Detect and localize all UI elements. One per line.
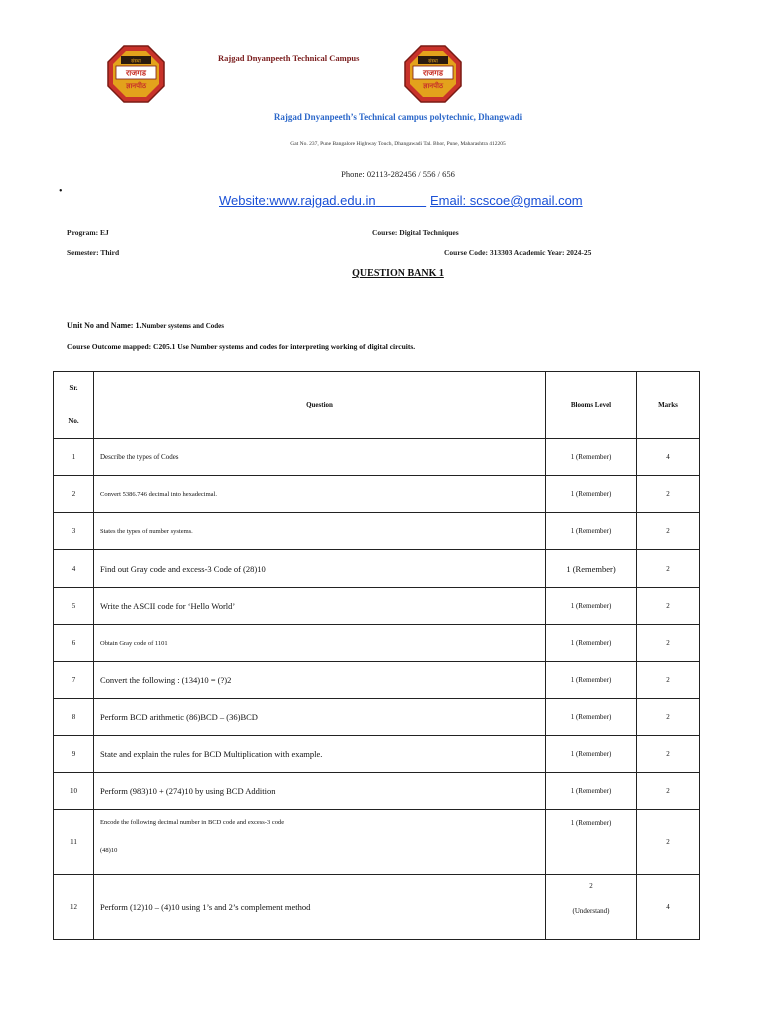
question-cell: Encode the following decimal number in BCD code and excess-3 code (48)10 [94,810,546,875]
blooms-cell: 1 (Remember) [546,773,637,810]
question-cell: Write the ASCII code for ‘Hello World’ [94,588,546,625]
sr-no-header: Sr. No. [54,372,94,439]
marks-cell: 2 [637,625,700,662]
semester: Semester: Third [67,248,120,257]
marks-cell: 2 [637,550,700,588]
blooms-cell: 1 (Remember) [546,550,637,588]
table-row [54,810,700,875]
marks-cell: 2 [637,810,700,875]
marks-cell: 4 [637,439,700,476]
sr-cell: 4 [54,550,94,588]
question-cell: Obtain Gray code of 1101 [94,625,546,662]
marks-cell: 2 [637,588,700,625]
blooms-header: Blooms Level [546,372,637,439]
unit-heading [67,321,224,330]
course: Course: Digital Techniques [372,228,459,237]
table-row [54,439,700,476]
marks-cell: 4 [637,875,700,940]
page-title: QUESTION BANK 1 [352,268,444,279]
marks-cell: 2 [637,513,700,550]
sr-cell: 6 [54,625,94,662]
table-header-row [54,372,700,439]
question-cell: Convert 5386.746 decimal into hexadecimal. [94,476,546,513]
sr-cell: 12 [54,875,94,940]
question-cell: Perform (983)10 + (274)10 by using BCD Addition [94,773,546,810]
course-outcome: Course Outcome mapped: C205.1 Use Number systems and codes for interpreting working of digital circuits. [67,342,416,351]
blooms-cell: 1 (Remember) [546,699,637,736]
table-row [54,875,700,940]
blooms-cell: 1 (Remember) [546,513,637,550]
unit-label: Unit No and Name: 1. [67,321,142,330]
logo-top-text: संस्था [131,58,141,65]
blooms-cell: 1 (Remember) [546,810,637,875]
blooms-cell: 1 (Remember) [546,588,637,625]
marks-cell: 2 [637,699,700,736]
sr-cell: 3 [54,513,94,550]
marks-cell: 2 [637,662,700,699]
address: Gat No. 237, Pune Bangalore Highway Touch, Dhangawadi Tal. Bhor, Pune, Maharashtra 412205 [290,141,506,147]
website-link[interactable]: Website:www.rajgad.edu.in [219,193,376,208]
table-row [54,588,700,625]
sr-cell: 7 [54,662,94,699]
table-row [54,699,700,736]
program: Program: EJ [67,228,109,237]
table-row [54,550,700,588]
blooms-cell: 1 (Remember) [546,476,637,513]
question-cell: Perform BCD arithmetic (86)BCD – (36)BCD [94,699,546,736]
bullet: • [59,186,63,197]
logo-mid-text: राजगड [125,68,147,78]
table-row [54,476,700,513]
left-logo [107,45,165,103]
question-table [53,371,700,940]
blooms-cell: 1 (Remember) [546,625,637,662]
question-header: Question [94,372,546,439]
question-cell: Describe the types of Codes [94,439,546,476]
marks-cell: 2 [637,476,700,513]
logo-top-text: संस्था [428,58,438,65]
question-cell: Find out Gray code and excess-3 Code of (28)10 [94,550,546,588]
table-row [54,625,700,662]
logo-mid-text: राजगड [422,68,444,78]
course-code: Course Code: 313303 Academic Year: 2024-25 [444,248,592,257]
sr-cell: 9 [54,736,94,773]
polytechnic-name: Rajgad Dnyanpeeth’s Technical campus polytechnic, Dhangwadi [273,112,523,122]
phone: Phone: 02113-282456 / 556 / 656 [341,169,455,179]
marks-cell: 2 [637,736,700,773]
campus-name: Rajgad Dnyanpeeth Technical Campus [218,53,360,63]
sr-cell: 11 [54,810,94,875]
blooms-cell: 2 (Understand) [546,875,637,940]
table-row [54,513,700,550]
sr-cell: 2 [54,476,94,513]
unit-name: Number systems and Codes [141,322,224,330]
question-cell: Convert the following : (134)10 = (?)2 [94,662,546,699]
email-link[interactable]: Email: scscoe@gmail.com [430,193,583,208]
sr-cell: 8 [54,699,94,736]
logo-bottom-text: ज्ञानपीठ [422,82,444,90]
sr-cell: 1 [54,439,94,476]
institute-seal-icon [404,45,462,103]
sr-cell: 5 [54,588,94,625]
institute-seal-icon [107,45,165,103]
blooms-cell: 1 (Remember) [546,439,637,476]
question-cell: States the types of number systems. [94,513,546,550]
table-row [54,773,700,810]
table-row [54,662,700,699]
table-row [54,736,700,773]
marks-header: Marks [637,372,700,439]
marks-cell: 2 [637,773,700,810]
blooms-cell: 1 (Remember) [546,662,637,699]
sr-cell: 10 [54,773,94,810]
blooms-cell: 1 (Remember) [546,736,637,773]
question-cell: Perform (12)10 – (4)10 using 1’s and 2’s complement method [94,875,546,940]
right-logo [404,45,462,103]
question-cell: State and explain the rules for BCD Multiplication with example. [94,736,546,773]
logo-bottom-text: ज्ञानपीठ [125,82,147,90]
